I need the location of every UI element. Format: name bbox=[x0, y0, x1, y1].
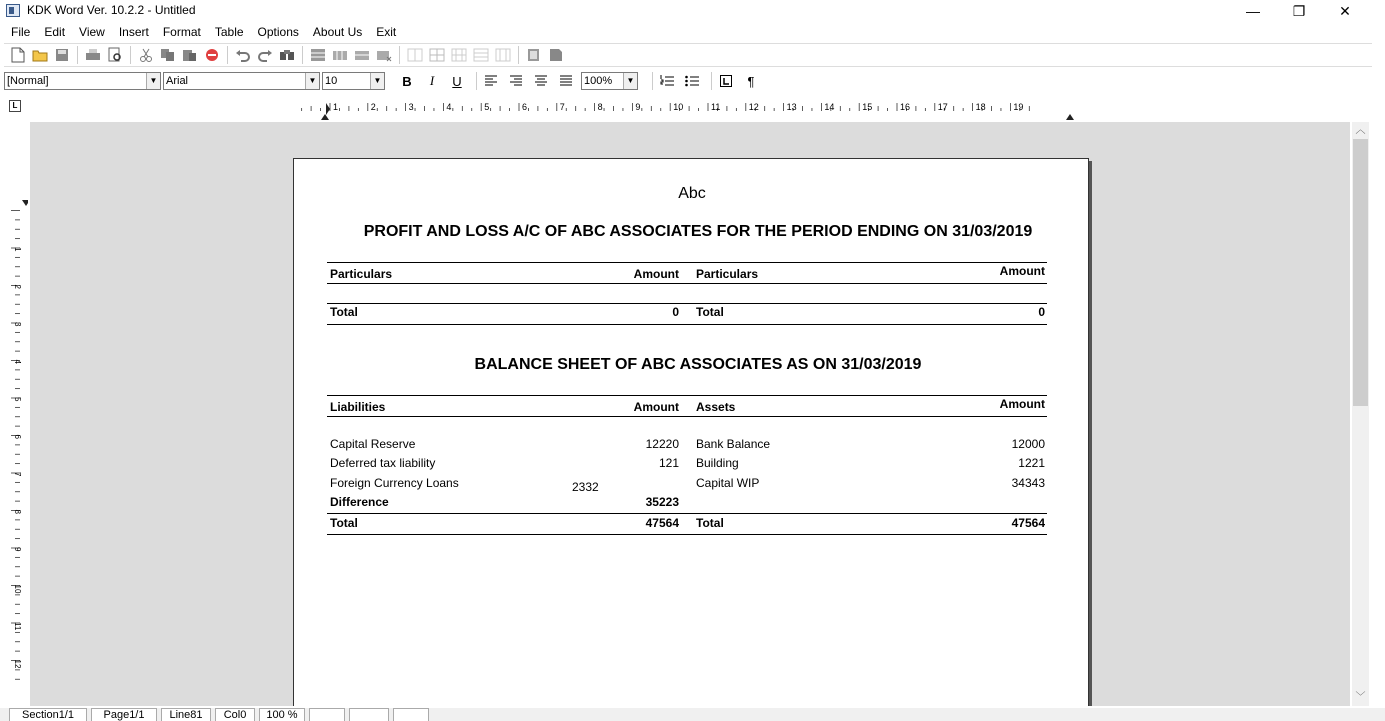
menu-insert[interactable]: Insert bbox=[118, 25, 149, 39]
scroll-thumb[interactable] bbox=[1353, 139, 1368, 406]
page-setup-icon[interactable] bbox=[545, 45, 566, 65]
paste-icon[interactable] bbox=[179, 45, 200, 65]
bs-header-amount-left: Amount bbox=[633, 400, 679, 414]
cut-icon[interactable] bbox=[135, 45, 156, 65]
bs-total-label-left: Total bbox=[330, 516, 358, 530]
chevron-down-icon[interactable]: ▼ bbox=[370, 73, 384, 89]
open-folder-icon[interactable] bbox=[29, 45, 50, 65]
ruler-label: 6 bbox=[522, 102, 528, 112]
pl-total-value-left: 0 bbox=[672, 305, 679, 319]
tab-stop-icon[interactable] bbox=[716, 71, 736, 91]
maximize-button[interactable]: ❐ bbox=[1292, 2, 1306, 19]
bs-liability-name: Deferred tax liability bbox=[330, 456, 436, 470]
align-center-icon[interactable] bbox=[531, 71, 551, 91]
ruler-label: 11 bbox=[711, 102, 721, 112]
top-margin-marker[interactable] bbox=[22, 200, 28, 206]
show-formatting-button[interactable]: ¶ bbox=[747, 73, 755, 89]
toolbar-separator bbox=[130, 46, 131, 64]
ruler-label: 12 bbox=[748, 102, 759, 112]
menu-file[interactable]: File bbox=[11, 25, 31, 39]
ruler-label: 5 bbox=[484, 102, 490, 112]
tab-type-selector[interactable]: L bbox=[9, 100, 21, 112]
cell-grid-icon[interactable] bbox=[426, 45, 447, 65]
undo-icon[interactable] bbox=[232, 45, 253, 65]
toolbar-separator bbox=[652, 72, 653, 90]
underline-button[interactable]: U bbox=[452, 73, 462, 89]
ruler-label: 8 bbox=[597, 102, 603, 112]
menu-exit[interactable]: Exit bbox=[376, 25, 397, 39]
font-value: Arial bbox=[166, 75, 189, 87]
pl-title: PROFIT AND LOSS A/C OF ABC ASSOCIATES FOR THE PERIOD ENDING ON 31/03/2019 bbox=[363, 223, 1033, 240]
first-line-indent-marker[interactable] bbox=[326, 103, 330, 115]
align-right-icon[interactable] bbox=[506, 71, 526, 91]
bs-liability-name: Capital Reserve bbox=[330, 437, 416, 451]
bs-header-liabilities: Liabilities bbox=[330, 400, 386, 414]
format-toolbar bbox=[4, 69, 1372, 93]
toolbar-separator bbox=[77, 46, 78, 64]
font-select[interactable] bbox=[163, 72, 320, 90]
cell-merge-icon[interactable] bbox=[404, 45, 425, 65]
menu-format[interactable]: Format bbox=[162, 25, 201, 39]
status-bar bbox=[0, 708, 1385, 721]
title-bar bbox=[0, 0, 1385, 22]
status-empty-2 bbox=[349, 708, 389, 721]
ruler-label: 3 bbox=[13, 322, 22, 327]
ruler-label: 10 bbox=[13, 584, 22, 594]
ruler-label: 2 bbox=[13, 284, 22, 289]
bs-difference-value: 35223 bbox=[645, 495, 679, 509]
scroll-down-icon[interactable]: ﹀ bbox=[1355, 692, 1366, 703]
pl-total-value-right: 0 bbox=[1038, 305, 1045, 319]
ruler-label: 17 bbox=[937, 102, 948, 112]
ruler-label: 2 bbox=[370, 102, 376, 112]
zoom-select[interactable] bbox=[581, 72, 638, 90]
bs-asset-amount: 1221 bbox=[1018, 456, 1045, 470]
ruler-label: 7 bbox=[13, 472, 22, 477]
document-page[interactable] bbox=[293, 158, 1089, 706]
pl-total-label-left: Total bbox=[330, 305, 358, 319]
bs-header-assets: Assets bbox=[696, 400, 736, 414]
menu-about-us[interactable]: About Us bbox=[312, 25, 363, 39]
new-document-icon[interactable] bbox=[7, 45, 28, 65]
bs-difference-label: Difference bbox=[330, 495, 389, 509]
ruler-label: 16 bbox=[900, 102, 911, 112]
status-zoom: 100 % bbox=[259, 708, 305, 721]
table-rule bbox=[327, 416, 1047, 417]
pl-table bbox=[327, 262, 1047, 326]
bs-total-label-right: Total bbox=[696, 516, 724, 530]
vertical-ruler bbox=[8, 180, 28, 680]
align-justify-icon[interactable] bbox=[556, 71, 576, 91]
bs-asset-amount: 12000 bbox=[1011, 437, 1045, 451]
left-indent-marker[interactable] bbox=[321, 114, 329, 120]
table-delete-icon[interactable] bbox=[373, 45, 394, 65]
font-size-value: 10 bbox=[325, 75, 338, 87]
status-col: Col0 bbox=[215, 708, 255, 721]
status-empty-3 bbox=[393, 708, 429, 721]
ruler-label: 6 bbox=[13, 434, 22, 439]
ruler-label: 15 bbox=[862, 102, 873, 112]
app-icon bbox=[6, 4, 20, 17]
bs-asset-name: Building bbox=[696, 456, 739, 470]
bullet-list-icon[interactable] bbox=[682, 71, 702, 91]
bs-asset-name: Bank Balance bbox=[696, 437, 771, 451]
toolbar-separator bbox=[227, 46, 228, 64]
ruler-label: 9 bbox=[635, 102, 641, 112]
document-workspace bbox=[30, 122, 1350, 706]
table-rule bbox=[327, 324, 1047, 325]
font-size-select[interactable] bbox=[322, 72, 385, 90]
pl-total-label-right: Total bbox=[696, 305, 724, 319]
status-empty-1 bbox=[309, 708, 345, 721]
delete-icon[interactable] bbox=[201, 45, 222, 65]
bs-table bbox=[327, 395, 1047, 539]
vertical-scrollbar[interactable] bbox=[1352, 122, 1369, 706]
header-footer-icon[interactable] bbox=[523, 45, 544, 65]
ruler-label: 1 bbox=[333, 102, 339, 112]
menu-bar bbox=[0, 22, 1385, 42]
bs-total-value-left: 47564 bbox=[645, 516, 679, 530]
redo-icon[interactable] bbox=[254, 45, 275, 65]
ruler-label: 8 bbox=[13, 509, 22, 514]
style-value: [Normal] bbox=[7, 75, 49, 87]
cell-border-icon[interactable] bbox=[470, 45, 491, 65]
find-icon[interactable] bbox=[276, 45, 297, 65]
cell-select-icon[interactable] bbox=[492, 45, 513, 65]
scroll-up-icon[interactable]: ︿ bbox=[1355, 125, 1366, 136]
pl-header-amount-left: Amount bbox=[633, 267, 679, 281]
table-rule bbox=[327, 303, 1047, 304]
toolbar-separator bbox=[711, 72, 712, 90]
menu-options[interactable]: Options bbox=[257, 25, 299, 39]
cell-split-icon[interactable] bbox=[448, 45, 469, 65]
numbered-list-icon[interactable] bbox=[657, 71, 677, 91]
bs-liability-amount: 2332 bbox=[572, 480, 599, 494]
print-icon[interactable] bbox=[82, 45, 103, 65]
status-line: Line81 bbox=[161, 708, 211, 721]
status-section: Section1/1 bbox=[9, 708, 87, 721]
print-preview-icon[interactable] bbox=[104, 45, 125, 65]
align-left-icon[interactable] bbox=[481, 71, 501, 91]
bs-title: BALANCE SHEET OF ABC ASSOCIATES AS ON 31/03/2019 bbox=[474, 356, 922, 373]
ruler-label: 19 bbox=[1013, 102, 1024, 112]
copy-icon[interactable] bbox=[157, 45, 178, 65]
right-indent-marker[interactable] bbox=[1066, 114, 1074, 120]
ruler-label: 14 bbox=[824, 102, 835, 112]
italic-button[interactable]: I bbox=[429, 73, 435, 88]
minimize-button[interactable]: — bbox=[1246, 3, 1260, 19]
zoom-value: 100% bbox=[584, 75, 613, 87]
close-button[interactable]: ✕ bbox=[1339, 2, 1351, 19]
table-rule bbox=[327, 534, 1047, 535]
toolbar-separator bbox=[518, 46, 519, 64]
table-rule bbox=[327, 513, 1047, 514]
table-rule bbox=[327, 262, 1047, 263]
ruler-label: 3 bbox=[408, 102, 414, 112]
pl-header-particulars-left: Particulars bbox=[330, 267, 393, 281]
menu-table[interactable]: Table bbox=[214, 25, 244, 39]
bs-liability-name: Foreign Currency Loans bbox=[330, 476, 459, 490]
style-select[interactable] bbox=[4, 72, 161, 90]
ruler-label: 12 bbox=[13, 659, 22, 669]
toolbar-separator bbox=[476, 72, 477, 90]
table-rule bbox=[327, 283, 1047, 284]
menu-view[interactable]: View bbox=[79, 25, 105, 39]
table-col-icon[interactable] bbox=[351, 45, 372, 65]
ruler-label: 4 bbox=[13, 359, 22, 364]
ruler-label: 5 bbox=[13, 397, 22, 402]
standard-toolbar bbox=[4, 43, 1372, 67]
bs-header-amount-right: Amount bbox=[999, 397, 1045, 411]
table-insert-icon[interactable] bbox=[307, 45, 328, 65]
bs-asset-name: Capital WIP bbox=[696, 476, 760, 490]
window-title: KDK Word Ver. 10.2.2 - Untitled bbox=[27, 3, 196, 17]
ruler-label: 1 bbox=[13, 247, 22, 252]
table-rule bbox=[327, 395, 1047, 396]
document-heading: Abc bbox=[678, 185, 706, 202]
ruler-label: 7 bbox=[559, 102, 565, 112]
ruler-label: 18 bbox=[975, 102, 986, 112]
bold-button[interactable]: B bbox=[402, 73, 412, 89]
table-row-icon[interactable] bbox=[329, 45, 350, 65]
chevron-down-icon[interactable]: ▼ bbox=[623, 73, 637, 89]
status-page: Page1/1 bbox=[91, 708, 157, 721]
horizontal-ruler[interactable] bbox=[295, 100, 1090, 120]
ruler-label: 11 bbox=[13, 622, 22, 631]
toolbar-separator bbox=[399, 46, 400, 64]
save-icon[interactable] bbox=[51, 45, 72, 65]
ruler-label: 10 bbox=[673, 102, 684, 112]
chevron-down-icon[interactable]: ▼ bbox=[146, 73, 160, 89]
bs-liability-amount: 121 bbox=[658, 456, 679, 470]
ruler-label: 13 bbox=[786, 102, 797, 112]
toolbar-separator bbox=[302, 46, 303, 64]
chevron-down-icon[interactable]: ▼ bbox=[305, 73, 319, 89]
menu-edit[interactable]: Edit bbox=[44, 25, 66, 39]
pl-header-amount-right: Amount bbox=[999, 264, 1045, 278]
bs-total-value-right: 47564 bbox=[1011, 516, 1045, 530]
bs-asset-amount: 34343 bbox=[1011, 476, 1045, 490]
ruler-label: 4 bbox=[446, 102, 452, 112]
pl-header-particulars-right: Particulars bbox=[696, 267, 759, 281]
bs-liability-amount: 12220 bbox=[645, 437, 679, 451]
ruler-label: 9 bbox=[13, 547, 22, 552]
